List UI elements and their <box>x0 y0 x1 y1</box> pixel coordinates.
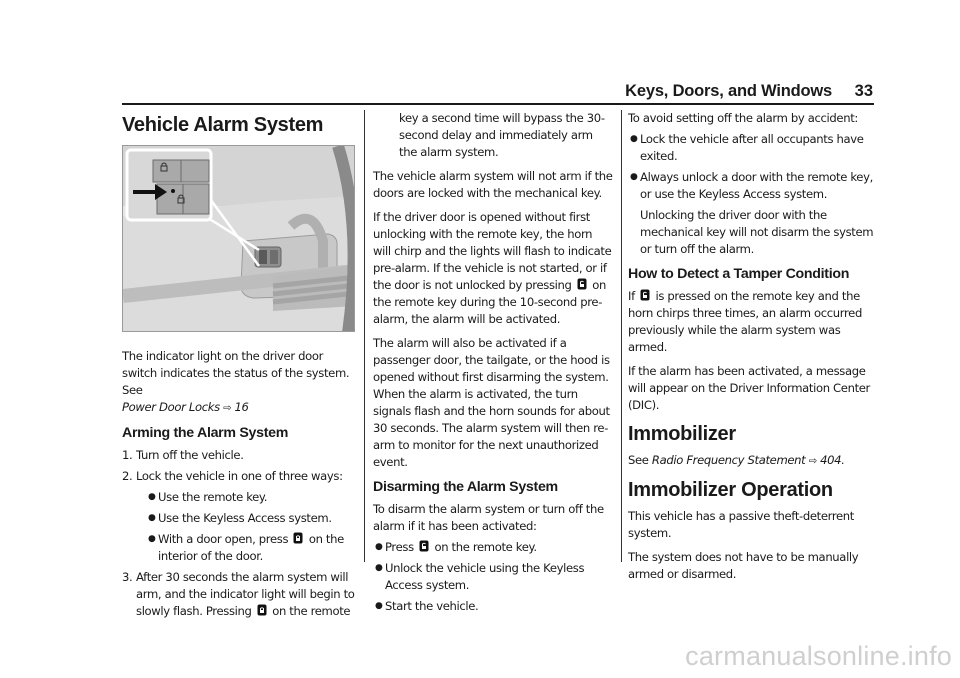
arming-heading: Arming the Alarm System <box>122 425 289 441</box>
bullet-text: Unlock the vehicle using the Keyless Access system. <box>385 561 585 592</box>
unlock-key-icon <box>640 289 650 301</box>
step3-continued: key a second time will bypass the 30-second delay and immediately arm the alarm system. <box>399 111 605 159</box>
operation-paragraph-2: The system does not have to be manually armed or disarmed. <box>628 550 859 581</box>
bullet-text: on the remote key. <box>434 540 537 554</box>
list-item <box>146 510 357 527</box>
unlock-key-icon <box>577 278 587 290</box>
bullet-text: With a door open, press <box>158 532 289 546</box>
arming-steps <box>122 447 357 620</box>
page-header <box>0 82 960 104</box>
lock-key-icon <box>257 604 267 616</box>
activated-paragraph: The alarm will also be activated if a passenger door, the tailgate, or the hood is opened without first disarming the system. When the alarm is activated, the turn signals flash and the horn sounds for about 30 seconds. The alarm system will then re-arm to monitor for the next unauthorized event. <box>373 336 610 469</box>
xref-arrow-icon: ⇨ <box>808 456 817 467</box>
header-rule <box>122 103 874 105</box>
mechanical-key-paragraph: The vehicle alarm system will not arm if the doors are locked with the mechanical key. <box>373 169 613 200</box>
step-text: After 30 seconds the alarm system will arm, and the indicator light will begin to slowly flash. Pressing <box>136 570 355 618</box>
disarm-intro: To disarm the alarm system or turn off the alarm if it has been activated: <box>373 502 604 533</box>
section-title: Keys, Doors, and Windows <box>625 82 832 100</box>
bullet-icon: ● <box>375 542 383 552</box>
column-1 <box>122 110 357 624</box>
see-text: See <box>628 453 649 467</box>
step-number: 2. <box>122 469 133 483</box>
list-item <box>146 489 357 506</box>
bullet-text: Lock the vehicle after all occupants have exited. <box>640 132 864 163</box>
list-item <box>122 468 357 565</box>
vehicle-alarm-title: Vehicle Alarm System <box>122 114 324 136</box>
radio-frequency-link[interactable]: Radio Frequency Statement ⇨ 404. <box>651 453 845 467</box>
disarm-list <box>373 539 613 615</box>
indicator-text: The indicator light on the driver door switch indicates the status of the system. See <box>122 349 350 397</box>
indicator-paragraph <box>122 348 357 417</box>
step-number: 3. <box>122 570 133 584</box>
list-item <box>146 531 357 565</box>
bullet-icon: ● <box>148 513 156 523</box>
bullet-icon: ● <box>630 134 638 144</box>
operation-paragraph-1: This vehicle has a passive theft-deterrent system. <box>628 509 854 540</box>
bullet-text: Always unlock a door with the remote key, or use the Keyless Access system. <box>640 170 873 201</box>
avoid-intro: To avoid setting off the alarm by accident: <box>628 111 858 125</box>
immobilizer-operation-title: Immobilizer Operation <box>628 479 833 501</box>
xref-arrow-icon: ⇨ <box>223 403 232 414</box>
bullet-icon: ● <box>375 563 383 573</box>
list-item <box>122 447 357 464</box>
bullet-text: Start the vehicle. <box>385 599 479 613</box>
bullet-text: on the interior of the door. <box>158 532 344 563</box>
avoid-list <box>628 131 874 203</box>
prealarm-text: If the driver door is opened without first unlocking with the remote key, the horn will chirp and the lights will flash to indicate pre-alarm. If the vehicle is not started, or if the door is not unlocked by pressing <box>373 210 612 292</box>
step-text: Lock the vehicle in one of three ways: <box>136 469 343 483</box>
page-number: 33 <box>854 82 873 100</box>
dic-paragraph: If the alarm has been activated, a message will appear on the Driver Information Center (DIC). <box>628 364 870 412</box>
column-divider <box>621 110 622 562</box>
tamper-text: is pressed on the remote key and the horn chirps three times, an alarm occurred previously while the alarm system was armed. <box>628 289 862 354</box>
prealarm-text: on the remote key during the 10-second pre-alarm, the alarm will be activated. <box>373 278 606 326</box>
tamper-paragraph <box>628 288 874 356</box>
column-3 <box>628 110 874 590</box>
step-text: Turn off the vehicle. <box>136 448 244 462</box>
disarming-heading: Disarming the Alarm System <box>373 479 558 495</box>
list-item <box>373 598 613 615</box>
step-text: on the remote <box>272 604 351 618</box>
bullet-icon: ● <box>148 492 156 502</box>
bullet-text: Press <box>385 540 414 554</box>
bullet-icon: ● <box>148 534 156 544</box>
column-2 <box>373 110 613 619</box>
bullet-text: Use the Keyless Access system. <box>158 511 332 525</box>
tamper-text: If <box>628 289 635 303</box>
immobilizer-see <box>628 452 874 470</box>
bullet-icon: ● <box>630 172 638 182</box>
bullet-text: Use the remote key. <box>158 490 268 504</box>
list-item <box>373 560 613 594</box>
lock-key-icon <box>293 532 303 544</box>
prealarm-paragraph <box>373 209 613 328</box>
unlock-key-icon <box>419 540 429 552</box>
mechanical-key-note: Unlocking the driver door with the mechanical key will not disarm the system or turn off the alarm. <box>640 208 874 256</box>
list-item <box>122 569 357 620</box>
immobilizer-title: Immobilizer <box>628 423 736 445</box>
tamper-heading: How to Detect a Tamper Condition <box>628 266 850 282</box>
step-number: 1. <box>122 448 133 462</box>
list-item <box>373 539 613 556</box>
list-item <box>628 131 874 165</box>
list-item <box>628 169 874 203</box>
column-divider <box>364 110 365 562</box>
power-door-locks-link[interactable]: Power Door Locks ⇨ 16 <box>122 400 249 414</box>
watermark: carmanualsonline.info <box>685 641 952 671</box>
door-switch-illustration <box>122 145 355 332</box>
bullet-icon: ● <box>375 601 383 611</box>
